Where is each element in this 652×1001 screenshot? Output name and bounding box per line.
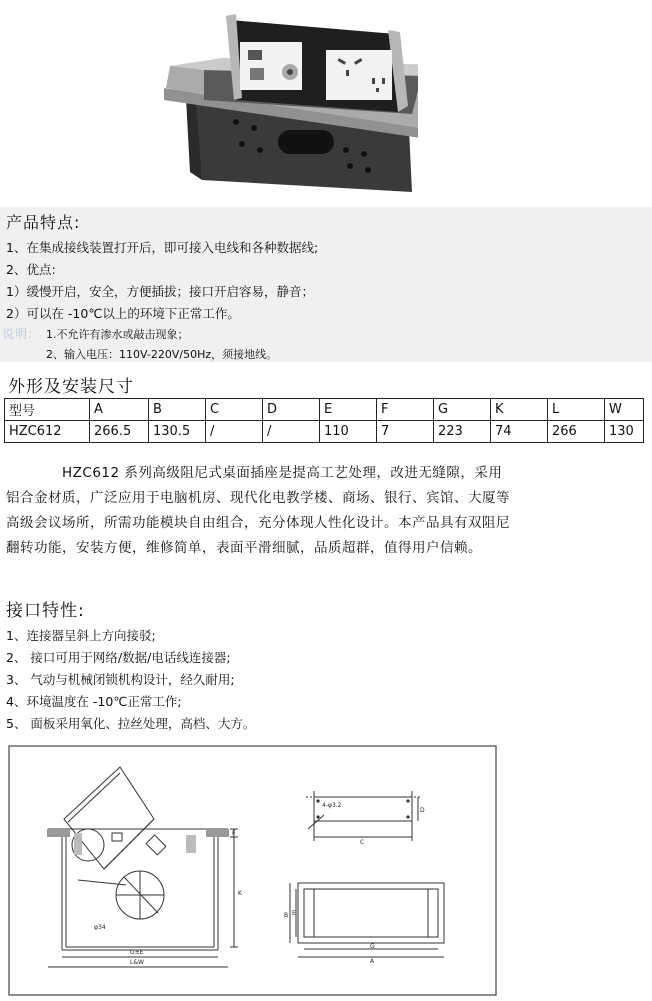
table-row — [5, 421, 644, 443]
dim-k-label: K — [238, 890, 242, 897]
interface-title: 接口特性: — [6, 601, 85, 621]
table-cell: 130 — [605, 421, 644, 443]
dim-l-w-label: L&W — [130, 959, 144, 966]
table-header-cell: 型号 — [5, 399, 90, 421]
hole-spec-label: 4-φ3.2 — [322, 802, 342, 809]
table-header-cell: F — [377, 399, 434, 421]
interface-line-4: 4、环境温度在 -10℃正常工作; — [6, 694, 182, 709]
table-cell: 130.5 — [149, 421, 206, 443]
intro-paragraph: HZC612 系列高级阻尼式桌面插座是提高工艺处理，改进无缝隙，采用铝合金材质，广泛应用于电脑机房、现代化电教学楼、商场、银行、宾馆、大厦等高级会议场所，所需功能模块自由组合，充分体现人性化设计。本产品具有双阻尼翻转功能，安装方便，维修简单，表面平滑细腻，品质超群，值得用户信赖。 — [6, 465, 510, 556]
dimensions-title: 外形及安装尺寸 — [8, 377, 134, 397]
table-header-cell: A — [90, 399, 149, 421]
dim-g-label: G — [370, 943, 375, 950]
table-header-cell: B — [149, 399, 206, 421]
dim-f-label: F — [232, 830, 236, 837]
table-header-cell: K — [491, 399, 548, 421]
table-header-cell: D — [263, 399, 320, 421]
table-cell: / — [206, 421, 263, 443]
table-cell: HZC612 — [5, 421, 90, 443]
table-cell: 74 — [491, 421, 548, 443]
table-cell: 223 — [434, 421, 491, 443]
table-cell: 266.5 — [90, 421, 149, 443]
interface-line-5: 5、 面板采用氧化、拉丝处理，高档、大方。 — [6, 716, 256, 731]
feature-line-2: 2、优点: — [6, 262, 56, 277]
dim-g-e-label: G±E — [130, 949, 144, 956]
note-tag: 说明: — [2, 327, 34, 341]
product-photo — [160, 0, 418, 205]
dim-b-label: B — [284, 912, 289, 919]
dim-e-label: E — [292, 910, 296, 917]
table-cell: 110 — [320, 421, 377, 443]
feature-line-3: 1）缓慢开启，安全，方便插拔；接口开启容易，静音； — [6, 284, 314, 299]
socket-box-illustration — [160, 0, 418, 205]
feature-line-1: 1、在集成接线装置打开后，即可接入电线和各种数据线; — [6, 240, 319, 255]
interface-line-3: 3、 气动与机械闭锁机构设计，经久耐用; — [6, 672, 235, 687]
table-header-cell: C — [206, 399, 263, 421]
table-header-cell: L — [548, 399, 605, 421]
table-header-cell: E — [320, 399, 377, 421]
dim-a-label: A — [370, 958, 375, 965]
table-header-cell: W — [605, 399, 644, 421]
interface-line-1: 1、连接器呈斜上方向接驳; — [6, 628, 156, 643]
table-cell: / — [263, 421, 320, 443]
interface-line-2: 2、 接口可用于网络/数据/电话线连接器; — [6, 650, 231, 665]
dimension-drawing — [8, 745, 498, 997]
dimensions-table — [4, 398, 644, 443]
table-cell: 266 — [548, 421, 605, 443]
features-title: 产品特点: — [6, 213, 81, 232]
note-line-1: 1.不允许有渗水或敲击现象； — [46, 328, 189, 341]
table-header-cell: G — [434, 399, 491, 421]
technical-drawing — [8, 745, 498, 997]
dim-d-label: D — [420, 807, 425, 814]
note-line-2: 2、输入电压：110V-220V/50Hz，须接地线。 — [46, 348, 278, 361]
diameter-label: φ34 — [94, 924, 106, 931]
feature-line-4: 2）可以在 -10℃以上的环境下正常工作。 — [6, 306, 240, 321]
dim-c-label: C — [360, 839, 365, 846]
table-header-row — [5, 399, 644, 421]
table-cell: 7 — [377, 421, 434, 443]
